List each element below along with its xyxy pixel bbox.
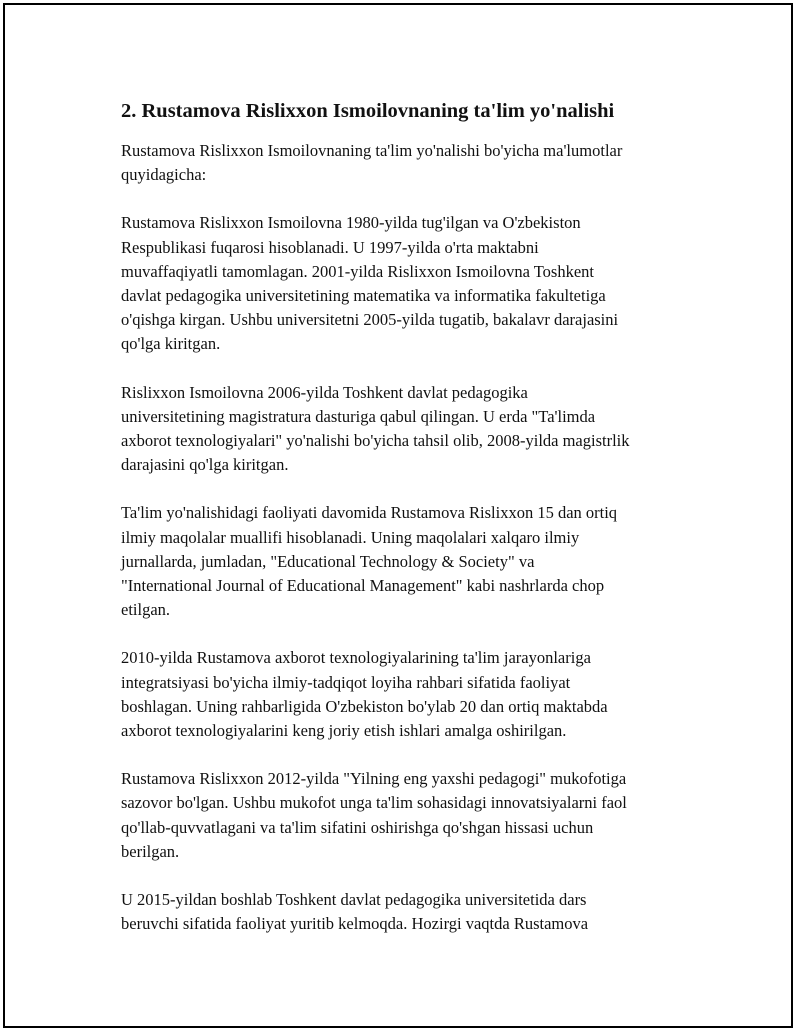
text-line: integratsiyasi bo'yicha ilmiy-tadqiqot loyiha rahbari sifatida faoliyat [121, 672, 571, 692]
section-heading: 2. Rustamova Rislixxon Ismoilovnaning ta'lim yo'nalishi [121, 100, 615, 122]
text-line: 2010-yilda Rustamova axborot texnologiyalarining ta'lim jarayonlariga [121, 648, 591, 668]
text-line: Rustamova Rislixxon 2012-yilda "Yilning eng yaxshi pedagogi" mukofotiga [121, 769, 627, 789]
paragraph-biography [121, 211, 701, 356]
text-line: axborot texnologiyalari" yo'nalishi bo'yicha tahsil olib, 2008-yilda magistrlik [121, 431, 630, 451]
text-line: quyidagicha: [121, 165, 207, 185]
text-line: qo'lga kiritgan. [121, 334, 221, 354]
paragraph-teaching [121, 888, 701, 936]
text-line: Rustamova Rislixxon Ismoilovna 1980-yilda tug'ilgan va O'zbekiston [121, 213, 581, 233]
text-line: Ta'lim yo'nalishidagi faoliyati davomida Rustamova Rislixxon 15 dan ortiq [121, 503, 618, 523]
text-line: boshlagan. Uning rahbarligida O'zbekiston bo'ylab 20 dan ortiq maktabda [121, 696, 608, 716]
paragraph-publications [121, 501, 701, 622]
text-line: etilgan. [121, 600, 171, 620]
text-line: qo'llab-quvvatlagani va ta'lim sifatini oshirishga qo'shgan hissasi uchun [121, 817, 594, 837]
text-line: sazovor bo'lgan. Ushbu mukofot unga ta'lim sohasidagi innovatsiyalarni faol [121, 793, 627, 813]
text-line: darajasini qo'lga kiritgan. [121, 455, 289, 475]
text-line: ilmiy maqolalar muallifi hisoblanadi. Uning maqolalari xalqaro ilmiy [121, 527, 580, 547]
page-frame [3, 3, 793, 1028]
document-body [121, 97, 701, 960]
text-line: axborot texnologiyalarini keng joriy etish ishlari amalga oshirilgan. [121, 721, 567, 741]
text-line: universitetining magistratura dasturiga qabul qilingan. U erda "Ta'limda [121, 406, 596, 426]
text-line: Respublikasi fuqarosi hisoblanadi. U 1997-yilda o'rta maktabni [121, 237, 539, 257]
text-line: Rustamova Rislixxon Ismoilovnaning ta'lim yo'nalishi bo'yicha ma'lumotlar [121, 141, 623, 160]
text-line: Rislixxon Ismoilovna 2006-yilda Toshkent davlat pedagogika [121, 382, 528, 402]
text-line: jurnallarda, jumladan, "Educational Technology & Society" va [121, 551, 535, 571]
text-line: berilgan. [121, 841, 180, 861]
text-line: davlat pedagogika universitetining matematika va informatika fakultetiga [121, 286, 606, 306]
paragraph-intro [121, 139, 701, 187]
paragraph-masters [121, 381, 701, 478]
paragraph-research-project [121, 646, 701, 743]
text-line: U 2015-yildan boshlab Toshkent davlat pedagogika universitetida dars [121, 890, 587, 910]
text-line: "International Journal of Educational Management" kabi nashrlarda chop [121, 576, 605, 596]
text-line: beruvchi sifatida faoliyat yuritib kelmoqda. Hozirgi vaqtda Rustamova [121, 914, 589, 934]
text-line: o'qishga kirgan. Ushbu universitetni 2005-yilda tugatib, bakalavr darajasini [121, 310, 619, 330]
text-line: muvaffaqiyatli tamomlagan. 2001-yilda Rislixxon Ismoilovna Toshkent [121, 261, 595, 281]
paragraph-award [121, 767, 701, 864]
